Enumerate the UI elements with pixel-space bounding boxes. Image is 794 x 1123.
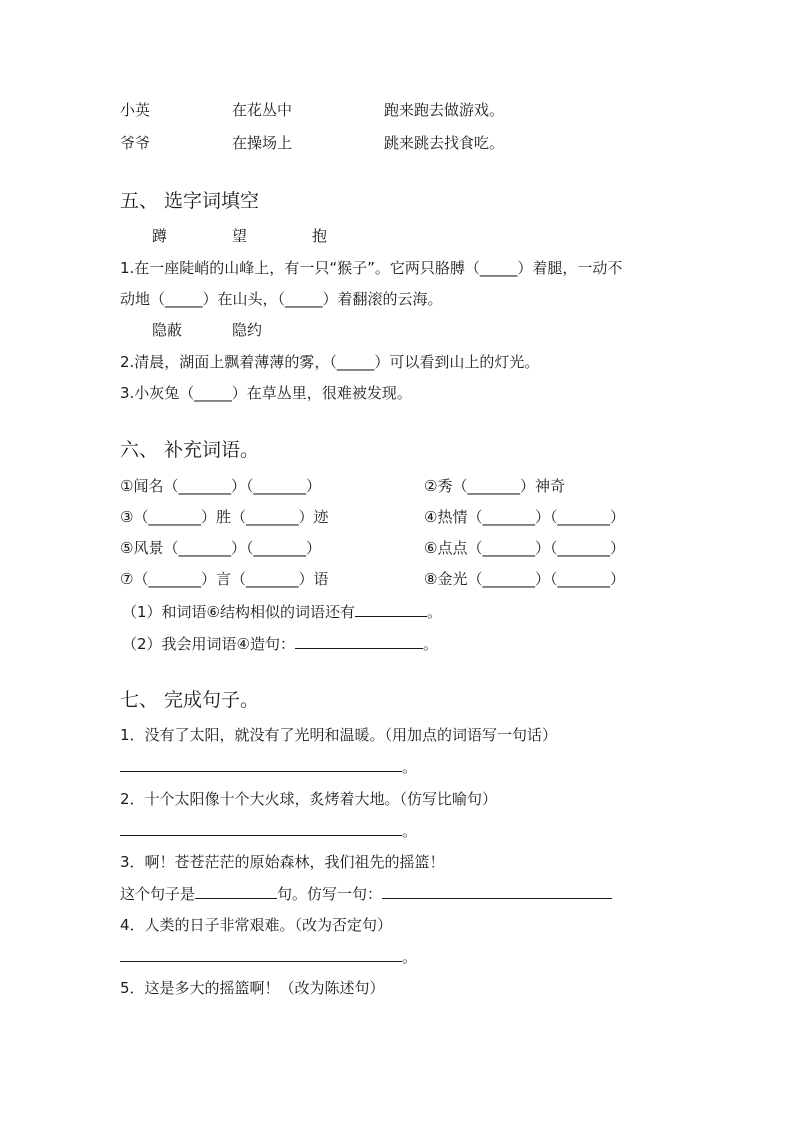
- s7-question-2: 2．十个太阳像十个大火球，炙烤着大地。（仿写比喻句）: [120, 790, 498, 808]
- match-row1-action: 跑来跑去做游戏。: [384, 101, 505, 119]
- s5-question-1-line1: 1.在一座陡峭的山峰上，有一只“猴子”。它两只胳膊（_____）着腿，一动不: [120, 259, 623, 277]
- s7-question-3: 3．啊！苍苍茫茫的原始森林，我们祖先的摇篮！: [120, 853, 445, 871]
- s6-sub2-text: （2）我会用词语④造句：: [122, 635, 295, 653]
- match-row1-name: 小英: [120, 101, 151, 119]
- answer-blank[interactable]: [120, 756, 402, 772]
- s7-q3-middle: 句。仿写一句：: [277, 885, 383, 903]
- match-row2-action: 跳来跳去找食吃。: [384, 134, 505, 152]
- s5-word-1: 隐蔽: [152, 321, 183, 339]
- period: 。: [402, 948, 418, 966]
- s6-item-1: ①闻名（_______）（_______）: [120, 477, 321, 495]
- s7-question-5: 5．这是多大的摇篮啊！（改为陈述句）: [120, 979, 385, 997]
- match-row1-place: 在花丛中: [232, 101, 293, 119]
- period: 。: [402, 822, 418, 840]
- s6-item-8: ⑧金光（_______）（_______）: [424, 570, 625, 588]
- section5-title: 五、 选字词填空: [120, 190, 260, 212]
- s6-sub-question-1: [122, 601, 442, 622]
- s5-char-1: 蹲: [152, 227, 168, 245]
- answer-blank[interactable]: [120, 946, 402, 962]
- s5-word-2: 隐约: [232, 321, 263, 339]
- s5-char-3: 抱: [312, 227, 328, 245]
- s7-question-1: 1．没有了太阳，就没有了光明和温暖。（用加点的词语写一句话）: [120, 726, 558, 744]
- s6-sub-question-2: [122, 633, 438, 654]
- period: 。: [427, 603, 443, 621]
- answer-blank[interactable]: [382, 883, 612, 899]
- s6-item-2: ②秀（_______）神奇: [424, 477, 565, 495]
- section7-title: 七、 完成句子。: [120, 689, 260, 711]
- s6-sub1-text: （1）和词语⑥结构相似的词语还有: [122, 603, 355, 621]
- period: 。: [402, 758, 418, 776]
- s7-answer-line-4: [120, 946, 417, 967]
- s6-item-7: ⑦（_______）言（_______）语: [120, 570, 329, 588]
- s7-question-4: 4．人类的日子非常艰难。（改为否定句）: [120, 916, 393, 934]
- s7-answer-line-1: [120, 756, 417, 777]
- s7-question-3-answer: [120, 883, 612, 904]
- s5-question-3: 3.小灰兔（_____）在草丛里，很难被发现。: [120, 384, 412, 402]
- s5-char-2: 望: [232, 227, 248, 245]
- answer-blank[interactable]: [195, 883, 277, 899]
- s5-question-1-line2: 动地（_____）在山头，（_____）着翻滚的云海。: [120, 290, 443, 308]
- section6-title: 六、 补充词语。: [120, 439, 260, 461]
- s6-item-3: ③（_______）胜（_______）迹: [120, 508, 329, 526]
- s7-q3-prefix: 这个句子是: [120, 885, 196, 903]
- s6-item-4: ④热情（_______）（_______）: [424, 508, 625, 526]
- answer-blank[interactable]: [120, 820, 402, 836]
- s5-question-2: 2.清晨，湖面上飘着薄薄的雾，（_____）可以看到山上的灯光。: [120, 353, 540, 371]
- s6-item-5: ⑤风景（_______）（_______）: [120, 539, 321, 557]
- match-row2-place: 在操场上: [232, 134, 293, 152]
- answer-blank[interactable]: [295, 633, 423, 649]
- period: 。: [423, 635, 439, 653]
- s6-item-6: ⑥点点（_______）（_______）: [424, 539, 625, 557]
- s7-answer-line-2: [120, 820, 417, 841]
- match-row2-name: 爷爷: [120, 134, 151, 152]
- answer-blank[interactable]: [355, 601, 427, 617]
